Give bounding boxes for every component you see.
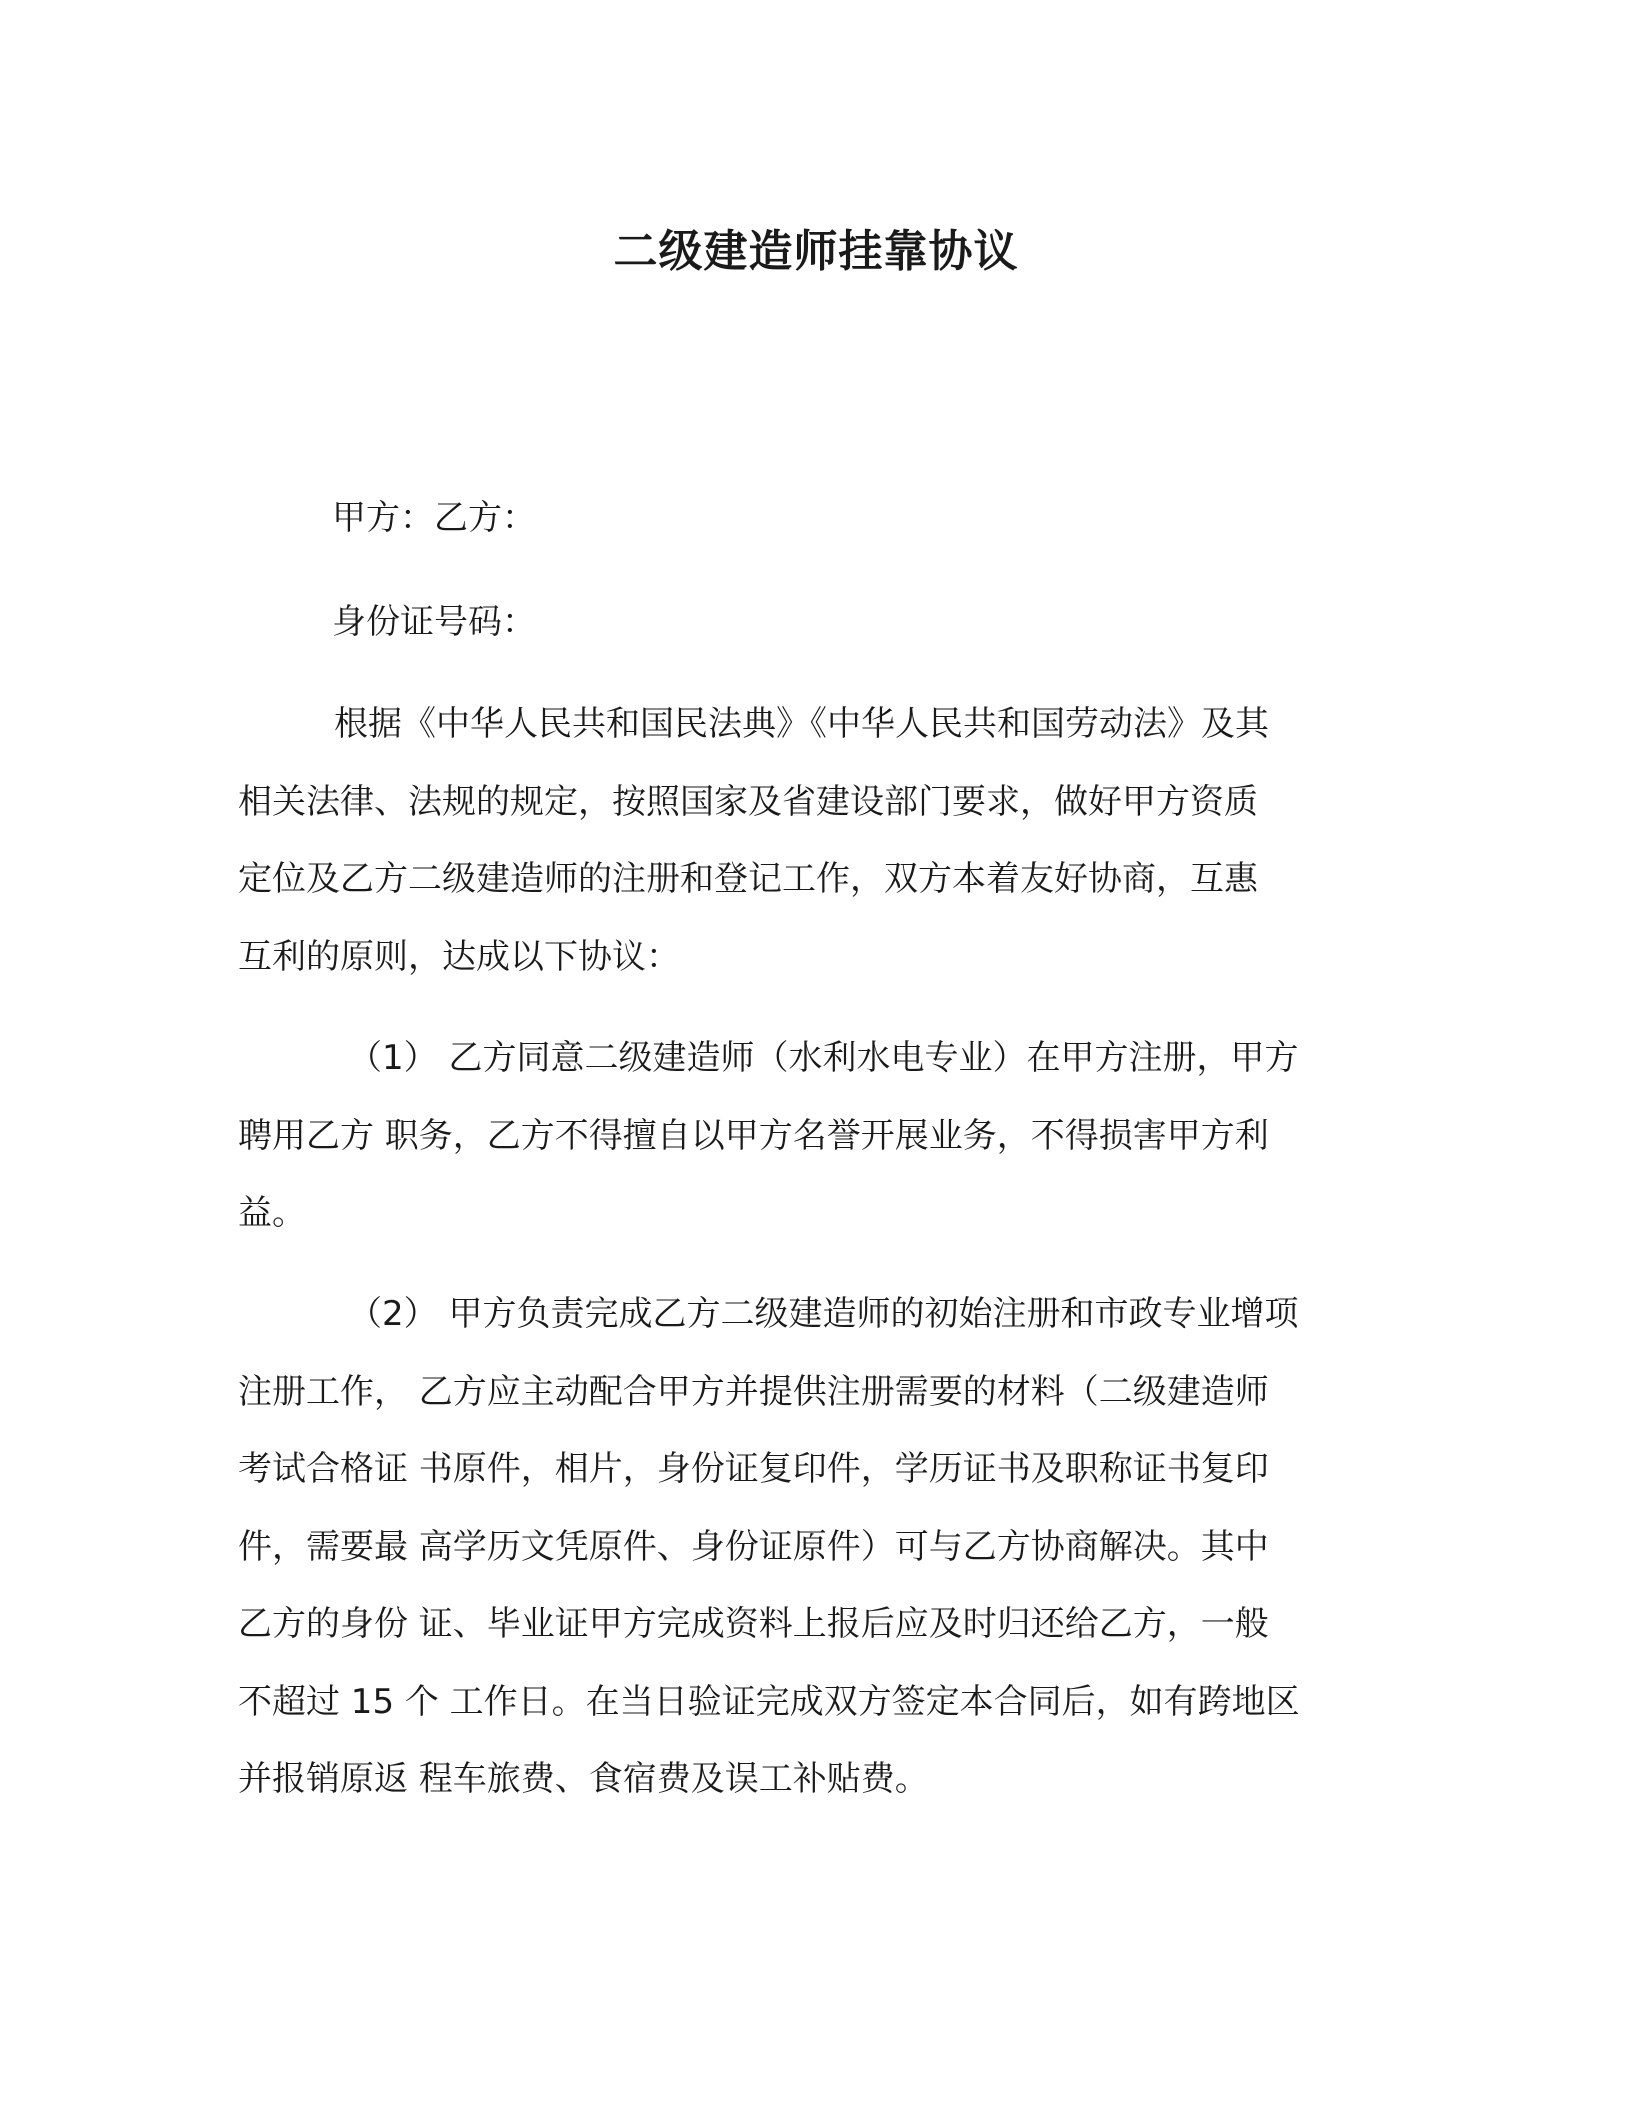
preamble-line: 定位及乙方二级建造师的注册和登记工作，双方本着友好协商，互惠 [238,859,1258,899]
clause-1-line: 聘用乙方 职务，乙方不得擅自以甲方名誉开展业务，不得损害甲方利 [238,1115,1269,1156]
clause-1-line: 益。 [238,1193,306,1233]
clause-2-line: （2） 甲方负责完成乙方二级建造师的初始注册和市政专业增项 [348,1294,1299,1334]
preamble-paragraph [238,686,1378,996]
clause-2-line: 注册工作， 乙方应主动配合甲方并提供注册需要的材料（二级建造师 [238,1371,1269,1412]
document-title: 二级建造师挂靠协议 [613,226,1019,277]
clause-1-line: （1） 乙方同意二级建造师（水利水电专业）在甲方注册，甲方 [348,1038,1299,1078]
preamble-line: 相关法律、法规的规定，按照国家及省建设部门要求，做好甲方资质 [238,781,1258,822]
parties-line: 甲方：乙方： [332,498,536,538]
clause-2-line: 考试合格证 书原件，相片，身份证复印件，学历证书及职称证书复印 [238,1449,1269,1489]
clause-2-line: 乙方的身份 证、毕业证甲方完成资料上报后应及时归还给乙方，一般 [238,1604,1269,1644]
clause-1-paragraph [238,1020,1378,1253]
clause-2-line: 不超过 15 个 工作日。在当日验证完成双方签定本合同后，如有跨地区 [238,1681,1300,1722]
preamble-line: 根据《中华人民共和国民法典》《中华人民共和国劳动法》及其 [334,704,1269,744]
clause-2-line: 并报销原返 程车旅费、食宿费及误工补贴费。 [238,1759,929,1799]
clause-2-paragraph [238,1276,1378,1819]
clause-2-line: 件，需要最 高学历文凭原件、身份证原件）可与乙方协商解决。其中 [238,1526,1269,1567]
id-number-line: 身份证号码： [332,602,536,642]
preamble-line: 互利的原则，达成以下协议： [238,936,680,977]
